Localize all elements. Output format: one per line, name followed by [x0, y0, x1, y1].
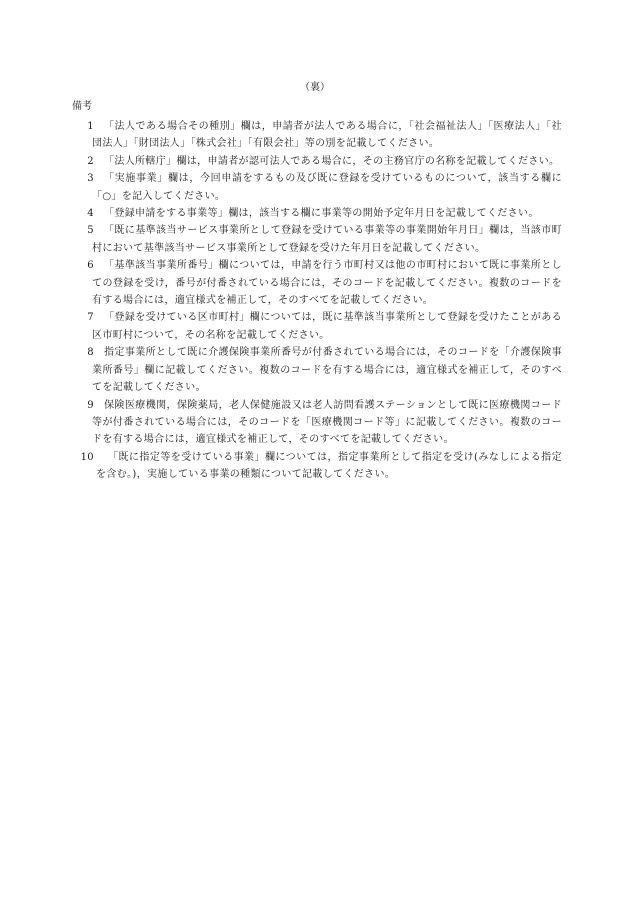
note-item [72, 170, 562, 205]
note-number: 8 [87, 347, 94, 359]
note-text: 「基準該当事業所番号」欄については，申請を行う市町村又は他の市町村において既に事業所としての登録を受け，番号が付番されている場合には，そのコードを記載してください。複数のコードを有する場合には，適宜様式を補正して，そのすべてを記載してください。 [92, 260, 562, 307]
note-number: 5 [87, 225, 94, 237]
note-text: 「法人である場合その種別」欄は，申請者が法人である場合に，「社会福祉法人」「医療法人」「社団法人」「財団法人」「株式会社」「有限会社」等の別を記載してください。 [92, 121, 562, 150]
note-item [72, 309, 562, 344]
note-item [72, 397, 562, 449]
note-item [72, 449, 562, 484]
note-item [72, 153, 562, 170]
note-number: 2 [87, 155, 94, 167]
note-item [72, 222, 562, 257]
note-text: 「既に基準該当サービス事業所として登録を受けている事業等の事業開始年月日」欄は，当該市町村において基準該当サービス事業所として登録を受けた年月日を記載してください。 [92, 225, 562, 254]
note-number: 9 [87, 399, 94, 411]
page-header: （裏） [300, 82, 330, 93]
note-number: 3 [87, 173, 94, 185]
remarks-title: 備考 [72, 101, 92, 112]
notes-list [72, 118, 562, 484]
note-text: 「登録を受けている区市町村」欄については，既に基準該当事業所として登録を受けたことがある区市町村について，その名称を記載してください。 [92, 312, 562, 341]
note-number: 4 [87, 208, 94, 220]
note-text: 「実施事業」欄は，今回申請をするもの及び既に登録を受けているものについて，該当する欄に「○」を記入してください。 [92, 173, 562, 202]
note-item [72, 257, 562, 309]
note-text: 「既に指定等を受けている事業」欄については，指定事業所として指定を受け(みなしによる指定を含む。)，実施している事業の種類について記載してください。 [96, 451, 562, 481]
note-item [72, 205, 562, 222]
note-number: 1 [87, 121, 94, 132]
note-text: 保険医療機関，保険薬局，老人保健施設又は老人訪問看護ステーションとして既に医療機関コード等が付番されている場合には，そのコードを「医療機関コード等」に記載してください。複数のコードを有する場合には，適宜様式を補正して，そのすべてを記載してください。 [92, 399, 562, 446]
note-item [72, 344, 562, 396]
note-number: 10 [80, 451, 94, 463]
note-number: 7 [87, 312, 94, 324]
note-text: 指定事業所として既に介護保険事業所番号が付番されている場合には，そのコードを「介護保険事業所番号」欄に記載してください。複数のコードを有する場合には，適宜様式を補正して，そのすべてを記載してください。 [92, 347, 562, 394]
note-number: 6 [87, 260, 94, 272]
note-item [72, 118, 562, 153]
note-text: 「法人所轄庁」欄は，申請者が認可法人である場合に，その主務官庁の名称を記載してください。 [104, 155, 560, 167]
note-text: 「登録申請をする事業等」欄は，該当する欄に事業等の開始予定年月日を記載してください。 [104, 208, 539, 220]
